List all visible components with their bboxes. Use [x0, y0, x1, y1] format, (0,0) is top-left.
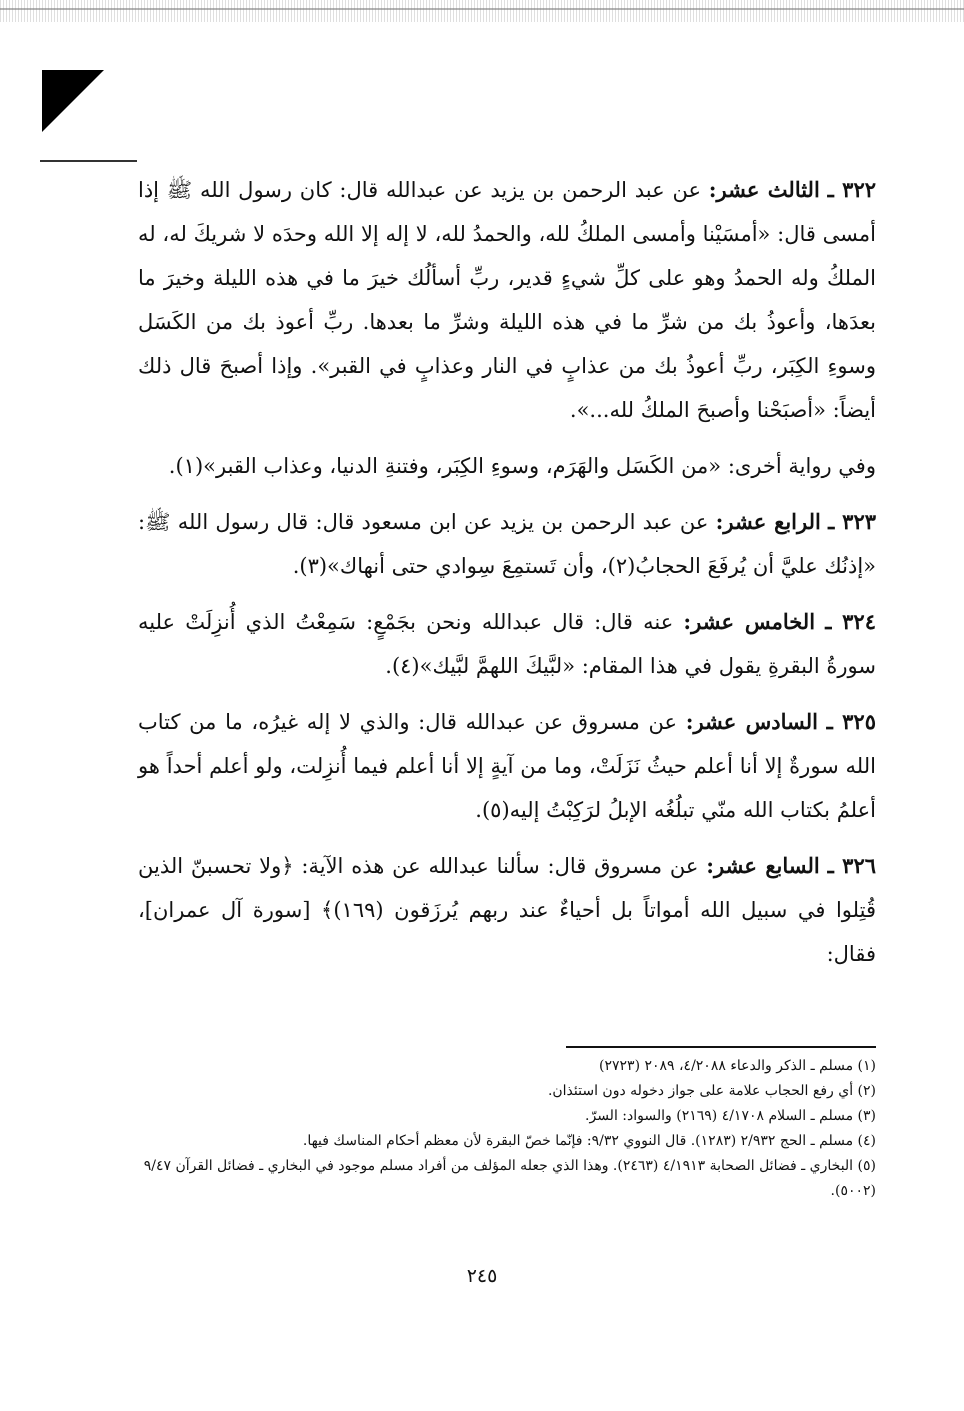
paragraph-alternate-narration [138, 444, 876, 488]
footnote-2: (٢) أي رفع الحجاب علامة على جواز دخوله دون استئذان. [547, 1083, 876, 1099]
paragraph-322 [138, 168, 876, 432]
footnote-5: (٥) البخاري ـ فضائل الصحابة ٤/١٩١٣ (٢٤٦٣). وهذا الذي جعله المؤلف من أفراد مسلم موجود في البخاري ـ فضائل القرآن ٩/٤٧ (٥٠٠٢). [143, 1158, 876, 1199]
footnotes [136, 1054, 876, 1204]
paragraph-body: عن عبد الرحمن بن يزيد عن ابن مسعود قال: قال رسول الله ﷺ: «إذنُك عليَّ أن يُرفَعَ الحجابُ(٢)، وأن تَستمِعَ سِوادي حتى أنهاك»(٣). [138, 510, 876, 578]
paragraph-324 [138, 600, 876, 688]
paragraph-heading: الخامس عشر: [683, 609, 816, 634]
footnote-separator [566, 1046, 876, 1048]
corner-triangle-mark [42, 70, 104, 132]
paragraph-number: ٣٢٦ ـ [827, 853, 877, 878]
paragraph-number: ٣٢٤ ـ [825, 609, 876, 634]
paragraph-body: عنه قال: قال عبدالله ونحن بجَمْعٍ: سَمِعْتُ الذي أُنزِلَتْ عليه سورةُ البقرةِ يقول في هذا المقام: «لبَّيكَ اللهمَّ لبَّيك»(٤). [138, 610, 876, 678]
paragraph-heading: السادس عشر: [685, 709, 818, 734]
scan-top-noise [0, 0, 964, 22]
paragraph-326 [138, 844, 876, 976]
paragraph-body: عن عبد الرحمن بن يزيد عن عبدالله قال: كان رسول الله ﷺ إذا أمسى قال: «أمسَيْنا وأمسى الملكُ لله، والحمدُ لله، لا إله إلا الله وحدَه لا شريكَ له، له الملكُ وله الحمدُ وهو على كلِّ شيءٍ قدير، ربِّ أسألُك خيرَ ما في هذه الليلة وخيرَ ما بعدَها، وأعوذُ بك من شرِّ ما في هذه الليلة وشرِّ ما بعدها. ربِّ أعوذ بك من الكَسَل وسوءِ الكِبَر، ربِّ أعوذُ بك من عذابٍ في النار وعذابٍ في القبر». وإذا أصبحَ قال ذلك أيضاً: «أصبَحْنا وأصبحَ الملكُ لله...». [138, 178, 876, 422]
paragraph-body: عن مسروق عن عبدالله قال: والذي لا إله غيرُه، ما من كتاب الله سورةٌ إلا أنا أعلم حيثُ نَزَلَتْ، وما من آيةٍ إلا أنا أعلم فيما أُنزِلت، ولو أعلم أحداً هو أعلمُ بكتاب الله منّي تبلُغُه الإبلُ لرَكِبْتُ إليه(٥). [138, 710, 876, 822]
scan-top-rule [0, 8, 964, 10]
paragraph-body: وفي رواية أخرى: «من الكَسَل والهَرَم، وسوءِ الكِبَر، وفتنةِ الدنيا، وعذاب القبر»(١). [168, 454, 876, 478]
corner-rule [40, 160, 137, 162]
paragraph-body: عن مسروق قال: سألنا عبدالله عن هذه الآية: ﴿ولا تحسبنّ الذين قُتِلوا في سبيل الله أمواتاً بل أحياءٌ عند ربهم يُرزَقون (١٦٩)﴾ [سورة آل عمران]، فقال: [138, 854, 876, 966]
paragraph-325 [138, 700, 876, 832]
paragraph-number: ٣٢٥ ـ [826, 709, 876, 734]
page-number: ٢٤٥ [466, 1265, 498, 1287]
paragraph-number: ٣٢٢ ـ [827, 177, 877, 202]
main-text [138, 168, 876, 988]
footnote-4: (٤) مسلم ـ الحج ٢/٩٣٢ (١٢٨٣). قال النووي ٩/٣٢: فإنّما خصّ البقرة لأن معظم أحكام المناسك فيها. [302, 1133, 876, 1149]
paragraph-heading: الثالث عشر: [708, 177, 820, 202]
paragraph-heading: الرابع عشر: [715, 509, 821, 534]
footnote-1: (١) مسلم ـ الذكر والدعاء ٤/٢٠٨٨، ٢٠٨٩ (٢٧٢٣) [599, 1058, 876, 1074]
paragraph-323 [138, 500, 876, 588]
paragraph-heading: السابع عشر: [706, 853, 820, 878]
footnote-3: (٣) مسلم ـ السلام ٤/١٧٠٨ (٢١٦٩) والسواد: السرّ. [585, 1108, 876, 1124]
paragraph-number: ٣٢٣ ـ [828, 509, 877, 534]
